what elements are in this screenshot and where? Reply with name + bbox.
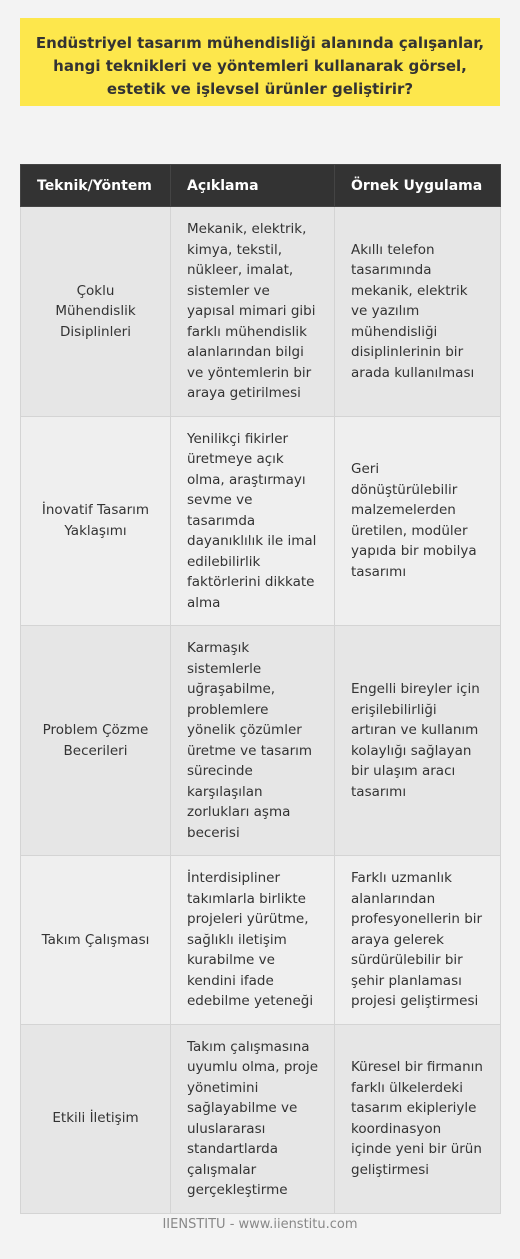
description-cell: Karmaşık sistemlerle uğraşabilme, problemlere yönelik çözümler üretme ve tasarım sürecinde karşılaşılan zorlukları aşma becerisi bbox=[171, 626, 335, 856]
technique-cell: Etkili İletişim bbox=[21, 1024, 171, 1213]
example-cell: Farklı uzmanlık alanlarından profesyonellerin bir araya gelerek sürdürülebilir bir şehir planlaması projesi geliştirmesi bbox=[335, 856, 501, 1025]
header-description: Açıklama bbox=[171, 165, 335, 207]
footer-credit: IIENSTITU - www.iienstitu.com bbox=[162, 1217, 358, 1232]
example-cell: Küresel bir firmanın farklı ülkelerdeki tasarım ekipleriyle koordinasyon içinde yeni bir ürün geliştirmesi bbox=[335, 1024, 501, 1213]
page-title: Endüstriyel tasarım mühendisliği alanında çalışanlar, hangi teknikleri ve yöntemleri kullanarak görsel, estetik ve işlevsel ürünler geliştirir? bbox=[35, 34, 485, 98]
table-header-row bbox=[21, 165, 501, 207]
technique-cell: Çoklu Mühendislik Disiplinleri bbox=[21, 207, 171, 417]
description-cell: İnterdisipliner takımlarla birlikte projeleri yürütme, sağlıklı iletişim kurabilme ve kendini ifade edebilme yeteneği bbox=[171, 856, 335, 1025]
example-cell: Engelli bireyler için erişilebilirliği artıran ve kullanım kolaylığı sağlayan bir ulaşım aracı tasarımı bbox=[335, 626, 501, 856]
description-cell: Yenilikçi fikirler üretmeye açık olma, araştırmayı sevme ve tasarımda dayanıklılık ile imal edilebilirlik faktörlerini dikkate alma bbox=[171, 416, 335, 626]
header-technique: Teknik/Yöntem bbox=[21, 165, 171, 207]
table-row bbox=[21, 207, 501, 417]
description-cell: Mekanik, elektrik, kimya, tekstil, nükleer, imalat, sistemler ve yapısal mimari gibi farklı mühendislik alanlarından bilgi ve yöntemlerin bir araya getirilmesi bbox=[171, 207, 335, 417]
title-banner bbox=[20, 18, 500, 106]
example-cell: Akıllı telefon tasarımında mekanik, elektrik ve yazılım mühendisliği disiplinlerinin bir arada kullanılması bbox=[335, 207, 501, 417]
table-row bbox=[21, 1024, 501, 1213]
example-cell: Geri dönüştürülebilir malzemelerden üretilen, modüler yapıda bir mobilya tasarımı bbox=[335, 416, 501, 626]
technique-cell: İnovatif Tasarım Yaklaşımı bbox=[21, 416, 171, 626]
table-row bbox=[21, 416, 501, 626]
table-row bbox=[21, 856, 501, 1025]
technique-cell: Takım Çalışması bbox=[21, 856, 171, 1025]
header-example: Örnek Uygulama bbox=[335, 165, 501, 207]
table-row bbox=[21, 626, 501, 856]
techniques-table bbox=[20, 164, 501, 1214]
description-cell: Takım çalışmasına uyumlu olma, proje yönetimini sağlayabilme ve uluslararası standartlarda çalışmalar gerçekleştirme bbox=[171, 1024, 335, 1213]
technique-cell: Problem Çözme Becerileri bbox=[21, 626, 171, 856]
